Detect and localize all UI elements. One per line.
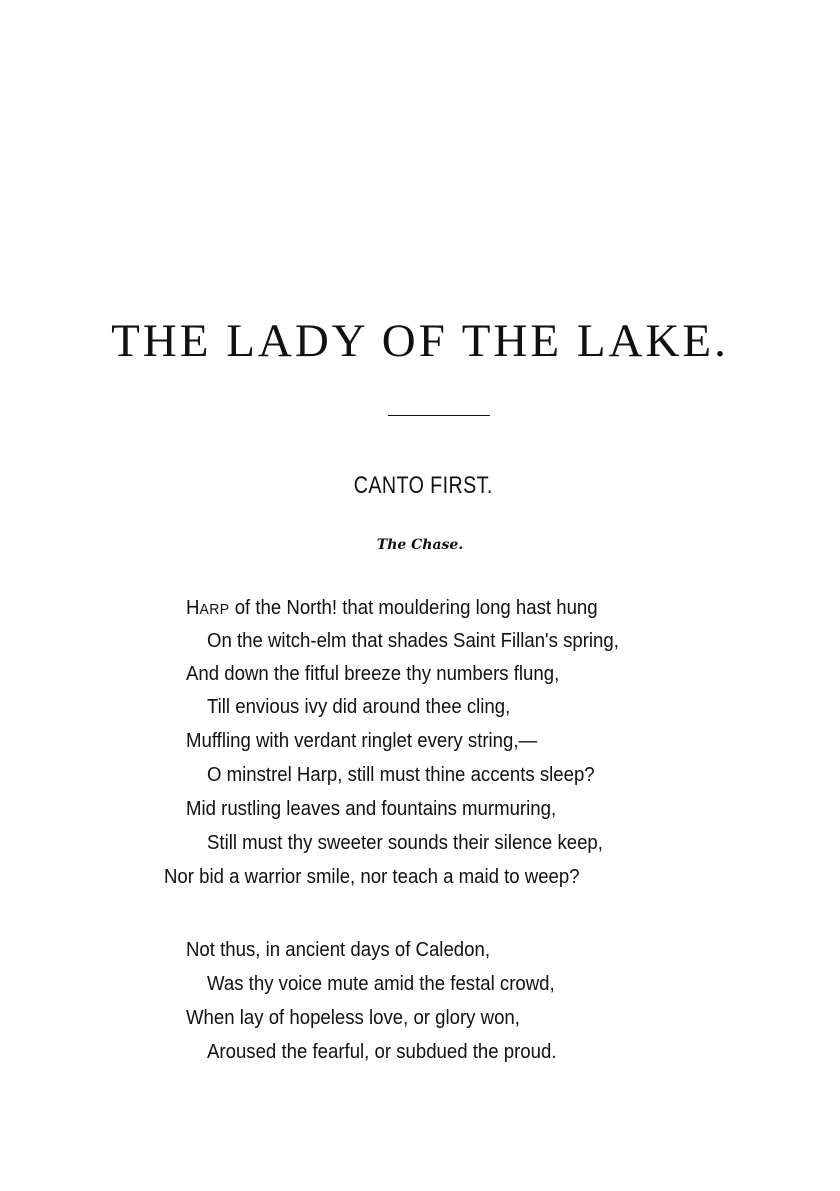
title-divider [388,415,490,416]
verse-line: Still must thy sweeter sounds their silence keep, [207,832,603,854]
canto-heading: CANTO FIRST. [353,472,493,499]
verse-line: And down the fitful breeze thy numbers flung, [186,663,560,685]
verse-line: Till envious ivy did around thee cling, [207,696,511,718]
canto-subtitle: The Chase. [376,537,464,553]
verse-line: Not thus, in ancient days of Caledon, [186,939,490,961]
verse-line: Mid rustling leaves and fountains murmuring, [186,798,557,820]
verse-line: Aroused the fearful, or subdued the proud. [207,1041,557,1063]
verse-line: When lay of hopeless love, or glory won, [186,1007,520,1029]
verse-line: Was thy voice mute amid the festal crowd, [207,973,555,995]
verse-line: On the witch-elm that shades Saint Fillan's spring, [207,630,619,652]
verse-line: Muffling with verdant ringlet every string,— [186,730,538,752]
verse-line: O minstrel Harp, still must thine accents sleep? [207,764,595,786]
page-title: THE LADY OF THE LAKE. [111,315,729,367]
verse-line: Nor bid a warrior smile, nor teach a maid to weep? [164,866,580,888]
verse-line: HARP of the North! that mouldering long hast hung [186,597,598,619]
